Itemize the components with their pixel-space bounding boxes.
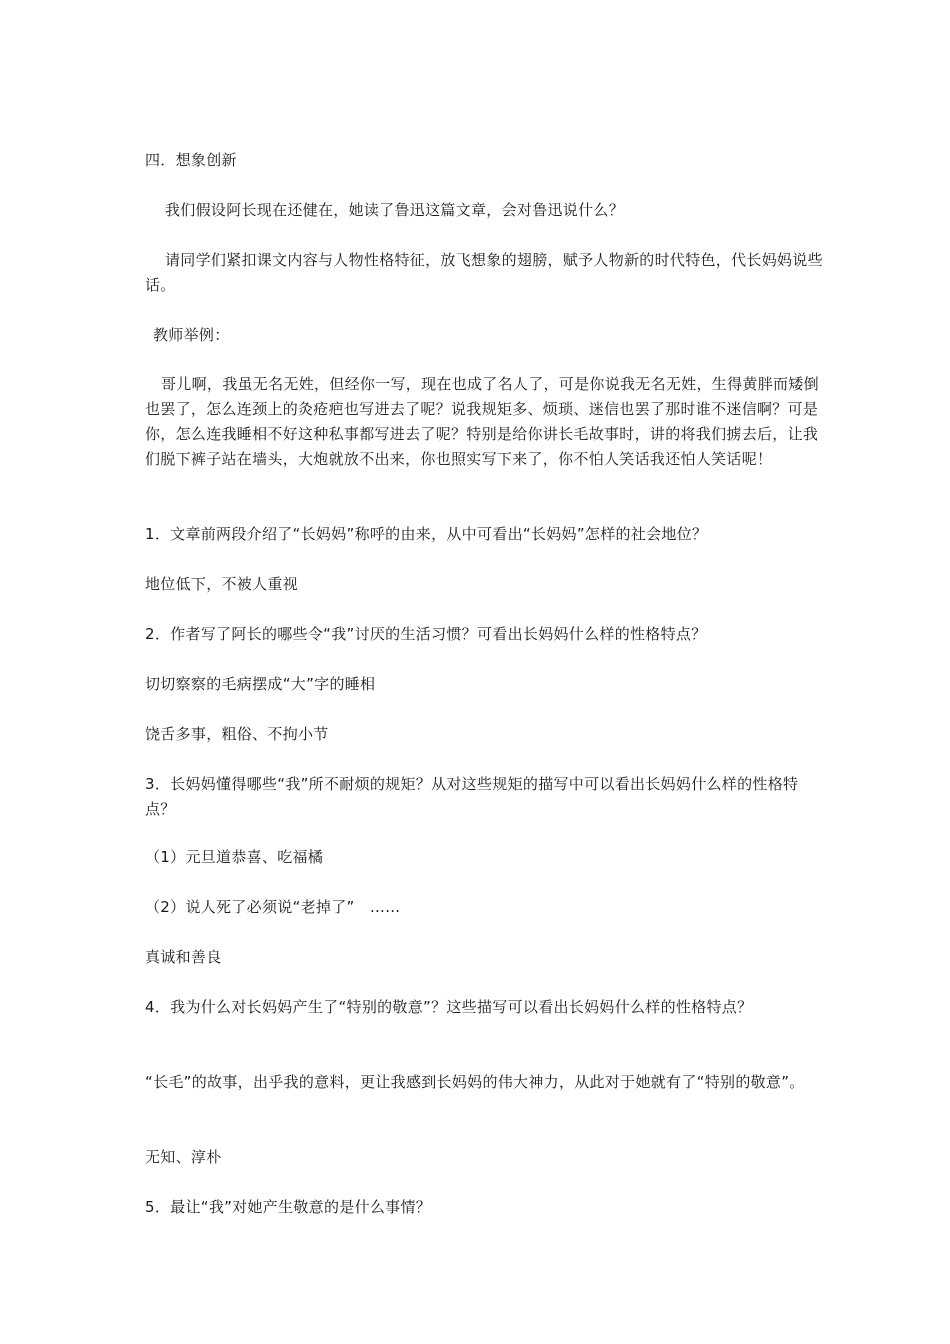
prompt-paragraph: 我们假设阿长现在还健在，她读了鲁迅这篇文章，会对鲁迅说什么？ xyxy=(165,201,625,219)
question-1: 1．文章前两段介绍了“长妈妈”称呼的由来，从中可看出“长妈妈”怎样的社会地位？ xyxy=(145,525,708,543)
question-2: 2．作者写了阿长的哪些令“我”讨厌的生活习惯？可看出长妈妈什么样的性格特点？ xyxy=(145,625,707,643)
question-5: 5．最让“我”对她产生敬意的是什么事情？ xyxy=(145,1198,432,1216)
answer-4-paragraph: “长毛”的故事，出乎我的意料，更让我感到长妈妈的伟大神力，从此对于她就有了“特别的敬意”。 xyxy=(145,1073,805,1091)
question-3: 3．长妈妈懂得哪些“我”所不耐烦的规矩？从对这些规矩的描写中可以看出长妈妈什么样的性格特点？ xyxy=(145,775,799,818)
answer-2-line-1: 切切察察的毛病摆成“大”字的睡相 xyxy=(145,675,376,693)
answer-3-summary: 真诚和善良 xyxy=(145,948,222,966)
teacher-example-paragraph: 哥儿啊，我虽无名无姓，但经你一写，现在也成了名人了，可是你说我无名无姓，生得黄胖而矮倒也罢了，怎么连颈上的灸疮疤也写进去了呢？说我规矩多、烦琐、迷信也罢了那时谁不迷信啊？可是你，怎么连我睡相不好这种私事都写进去了呢？特别是给你讲长毛故事时，讲的将我们掳去后，让我们脱下裤子站在墙头，大炮就放不出来，你也照实写下来了，你不怕人笑话我还怕人笑话呢！ xyxy=(145,375,819,468)
answer-3-item-1: （1）元旦道恭喜、吃福橘 xyxy=(145,848,324,866)
answer-2-line-2: 饶舌多事，粗俗、不拘小节 xyxy=(145,725,329,743)
question-4: 4．我为什么对长妈妈产生了“特别的敬意”？这些描写可以看出长妈妈什么样的性格特点？ xyxy=(145,998,753,1016)
answer-3-item-2: （2）说人死了必须说“老掉了” …… xyxy=(145,898,401,916)
answer-1: 地位低下，不被人重视 xyxy=(145,575,299,593)
instruction-paragraph: 请同学们紧扣课文内容与人物性格特征，放飞想象的翅膀，赋予人物新的时代特色，代长妈妈说些话。 xyxy=(145,251,823,294)
teacher-example-label: 教师举例： xyxy=(153,326,230,344)
answer-4-summary: 无知、淳朴 xyxy=(145,1148,222,1166)
section-heading: 四．想象创新 xyxy=(145,151,237,169)
